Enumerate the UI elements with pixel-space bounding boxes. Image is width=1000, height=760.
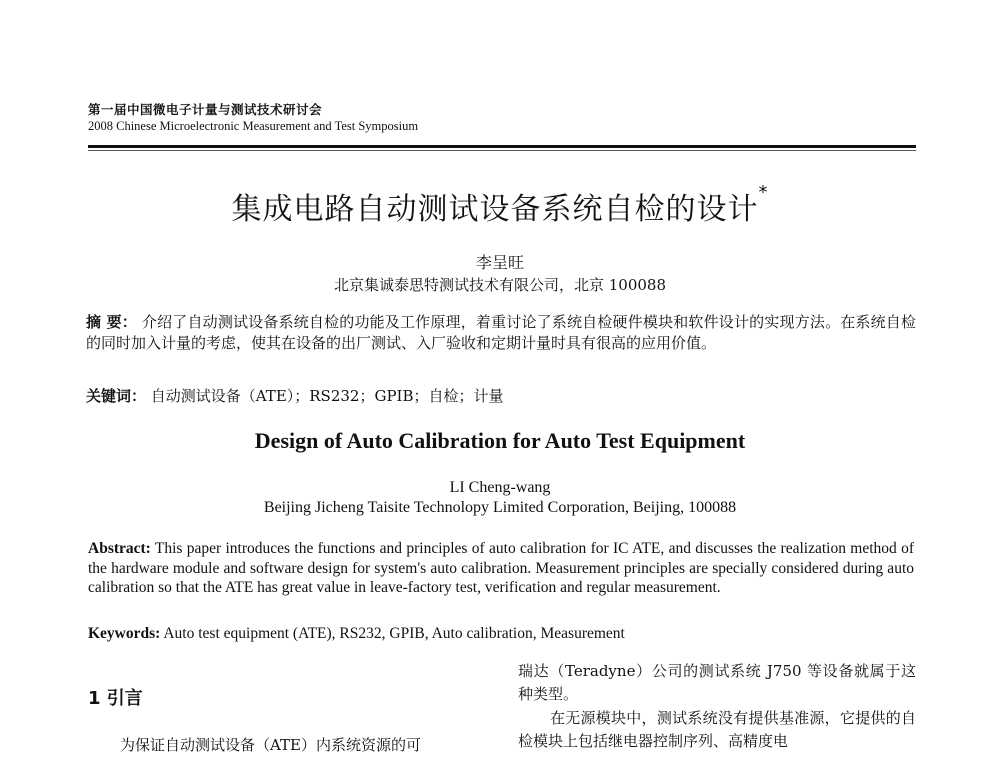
keywords-cn-label: 关键词：: [86, 387, 147, 405]
title-footnote-mark: *: [758, 182, 769, 203]
conference-name-cn: 第一届中国微电子计量与测试技术研讨会: [88, 102, 323, 117]
paper-title-en: Design of Auto Calibration for Auto Test Equipment: [254, 428, 746, 453]
author-cn: 李呈旺: [475, 253, 524, 272]
abstract-cn-label: 摘 要：: [86, 313, 137, 331]
keywords-en-text: Auto test equipment (ATE), RS232, GPIB, Auto calibration, Measurement: [163, 625, 625, 642]
keywords-en-label: Keywords:: [88, 625, 161, 642]
header-rule-thick: [88, 145, 916, 148]
abstract-en: [88, 539, 914, 598]
abstract-en-text: This paper introduces the functions and principles of auto calibration for IC ATE, and discusses the realization method of the hardware module and software design for system's auto calibration. Measurement principles are specially considered during auto calibration so that the ATE has great value in leave-factory test, verification and regular measurement.: [88, 540, 914, 596]
affiliation-cn: 北京集诚泰思特测试技术有限公司，北京 100088: [333, 276, 667, 294]
right-column-paragraph-1: 瑞达（Teradyne）公司的测试系统 J750 等设备就属于这种类型。: [518, 662, 916, 703]
keywords-cn-text: 自动测试设备（ATE）；RS232；GPIB；自检；计量: [150, 387, 504, 405]
section-1-paragraph: 为保证自动测试设备（ATE）内系统资源的可: [120, 736, 421, 754]
author-en: LI Cheng-wang: [449, 479, 551, 496]
right-column: [518, 660, 916, 753]
affiliation-en: Beijing Jicheng Taisite Technolopy Limited Corporation, Beijing, 100088: [263, 499, 737, 516]
abstract-cn: [86, 312, 916, 354]
conference-name-en: 2008 Chinese Microelectronic Measurement and Test Symposium: [88, 119, 419, 133]
paper-title-cn-text: 集成电路自动测试设备系统自检的设计: [231, 192, 759, 227]
keywords-en: [88, 624, 914, 644]
abstract-en-label: Abstract:: [88, 540, 151, 557]
header-rule-thin: [88, 150, 916, 151]
paper-title-cn: [0, 184, 1000, 228]
abstract-cn-text: 介绍了自动测试设备系统自检的功能及工作原理，着重讨论了系统自检硬件模块和软件设计的实现方法。在系统自检的同时加入计量的考虑，使其在设备的出厂测试、入厂验收和定期计量时具有很高的应用价值。: [86, 313, 916, 352]
right-column-paragraph-2: 在无源模块中，测试系统没有提供基准源，它提供的自检模块上包括继电器控制序列、高精度电: [518, 709, 916, 750]
keywords-cn: [86, 386, 916, 407]
section-1-title: 1 引言: [88, 688, 143, 709]
